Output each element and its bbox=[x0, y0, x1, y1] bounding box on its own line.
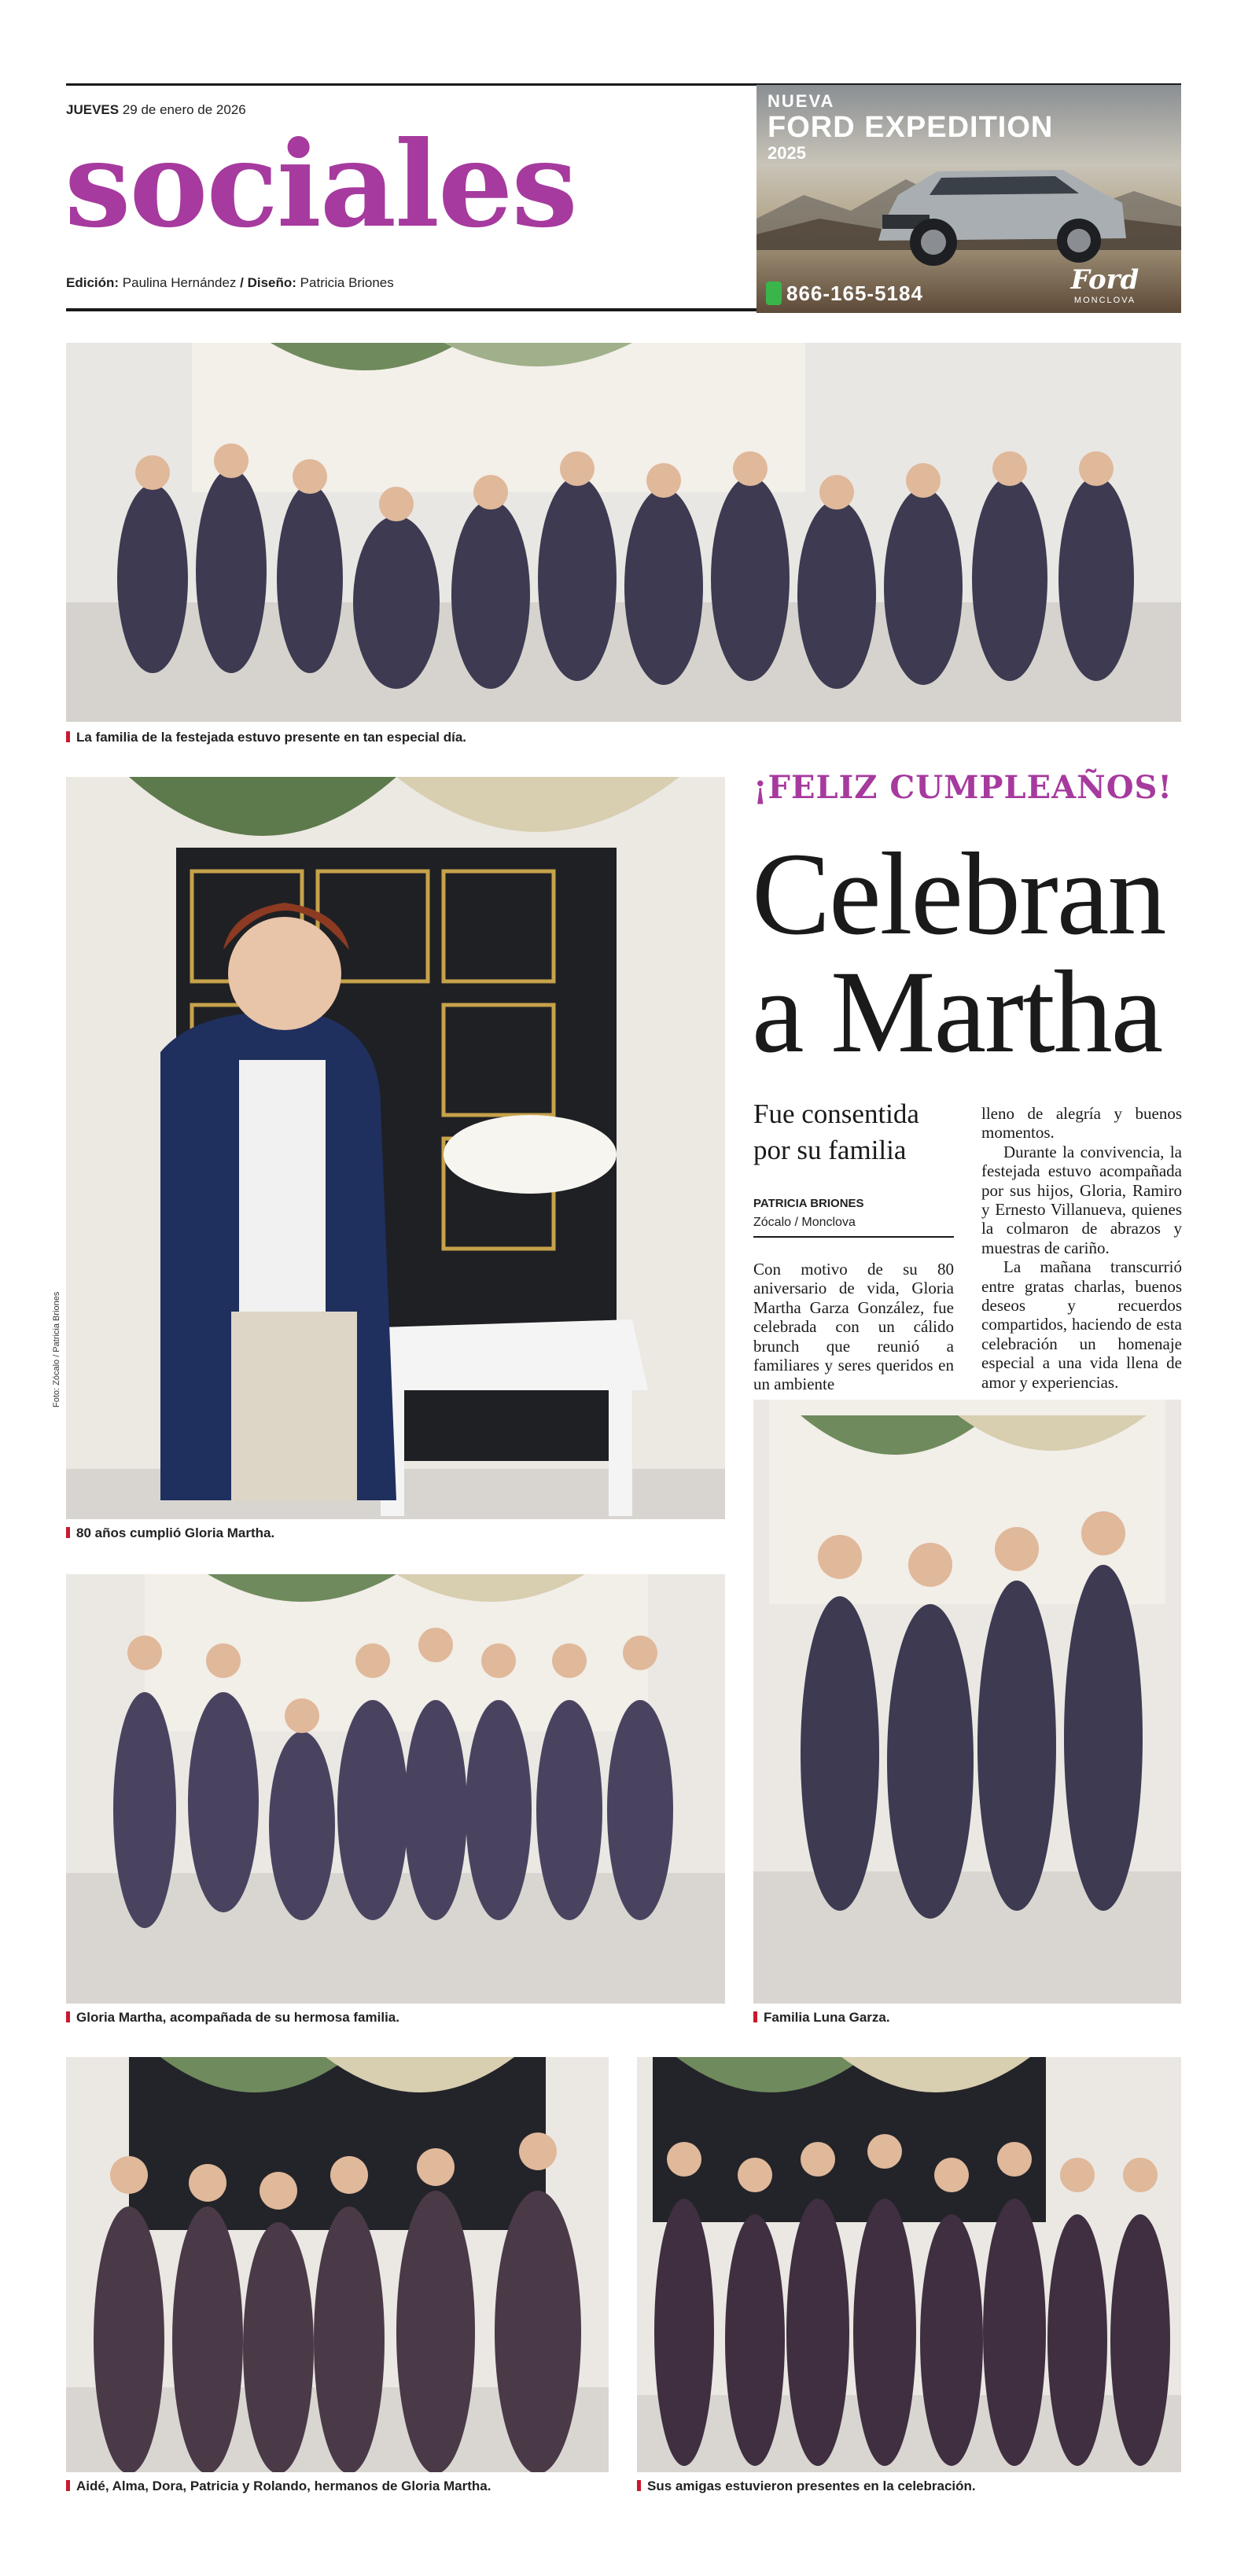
photo-friends bbox=[637, 2057, 1181, 2472]
edition-name: Paulina Hernández bbox=[122, 275, 237, 290]
caption-siblings: Aidé, Alma, Dora, Patricia y Rolando, hermanos de Gloria Martha. bbox=[66, 2478, 491, 2494]
ford-ad[interactable] bbox=[757, 85, 1181, 313]
headline-line-2: a Martha bbox=[752, 947, 1162, 1077]
section-title: sociales bbox=[64, 116, 576, 254]
headline-line-1: Celebran bbox=[752, 829, 1165, 959]
caption-luna-garza: Familia Luna Garza. bbox=[753, 2010, 890, 2026]
header-rule bbox=[66, 308, 758, 311]
caption-gloria-martha: 80 años cumplió Gloria Martha. bbox=[66, 1525, 274, 1541]
caption-friends: Sus amigas estuvieron presentes en la celebración. bbox=[637, 2478, 976, 2494]
article-column-1 bbox=[753, 1260, 954, 1394]
photo-family bbox=[66, 1574, 725, 2004]
photo-gloria-martha bbox=[66, 777, 725, 1519]
article-paragraph-2: lleno de alegría y buenos momentos. bbox=[981, 1104, 1182, 1143]
edition-label: Edición: bbox=[66, 275, 120, 290]
design-label: / Diseño: bbox=[240, 275, 296, 290]
ford-logo bbox=[1062, 264, 1148, 305]
phone-icon bbox=[766, 282, 782, 305]
article-kicker: ¡FELIZ CUMPLEAÑOS! bbox=[753, 769, 1173, 806]
ad-badge-top: NUEVA bbox=[768, 91, 835, 111]
caption-family-group: La familia de la festejada estuvo presente en tan especial día. bbox=[66, 730, 466, 745]
article-column-2 bbox=[981, 1104, 1182, 1392]
article-paragraph-1: Con motivo de su 80 aniversario de vida, Gloria Martha Garza González, fue celebrada con un cálido brunch que reunió a familiares y seres queridos en un ambiente bbox=[753, 1260, 954, 1394]
ad-year: 2025 bbox=[768, 143, 806, 163]
byline-location: Zócalo / Monclova bbox=[753, 1216, 856, 1229]
design-name: Patricia Briones bbox=[300, 275, 394, 290]
ad-phone[interactable]: 866-165-5184 bbox=[786, 282, 923, 305]
byline-rule bbox=[753, 1236, 954, 1238]
article-subhead: Fue consentida por su familia bbox=[753, 1098, 919, 1165]
byline-author: PATRICIA BRIONES bbox=[753, 1197, 864, 1210]
ad-city: MONCLOVA bbox=[1073, 296, 1136, 305]
photo-luna-garza bbox=[753, 1400, 1181, 2004]
article-paragraph-4: La mañana transcurrió entre gratas charlas, buenos deseos y recuerdos compartidos, haciendo de esta celebración un homenaje especial a una vida llena de amor y experiencias. bbox=[981, 1257, 1182, 1392]
brand-mark: Ford bbox=[1070, 264, 1139, 296]
article-headline bbox=[752, 829, 1165, 1077]
article-paragraph-3: Durante la convivencia, la festejada estuvo acompañada por sus hijos, Gloria, Ramiro y Ernesto Villanueva, quienes la colmaron de abrazos y muestras de cariño. bbox=[981, 1142, 1182, 1257]
photo-siblings bbox=[66, 2057, 609, 2472]
date-value: 29 de enero de 2026 bbox=[122, 102, 246, 117]
ad-model: FORD EXPEDITION bbox=[768, 111, 1054, 144]
edition-credits bbox=[66, 275, 394, 291]
photo-credit: Foto: Zócalo / Patricia Briones bbox=[52, 1291, 61, 1408]
photo-family-group bbox=[66, 343, 1181, 722]
caption-family: Gloria Martha, acompañada de su hermosa familia. bbox=[66, 2010, 399, 2026]
day-label: JUEVES bbox=[66, 102, 120, 117]
ad-headline bbox=[768, 91, 1053, 164]
